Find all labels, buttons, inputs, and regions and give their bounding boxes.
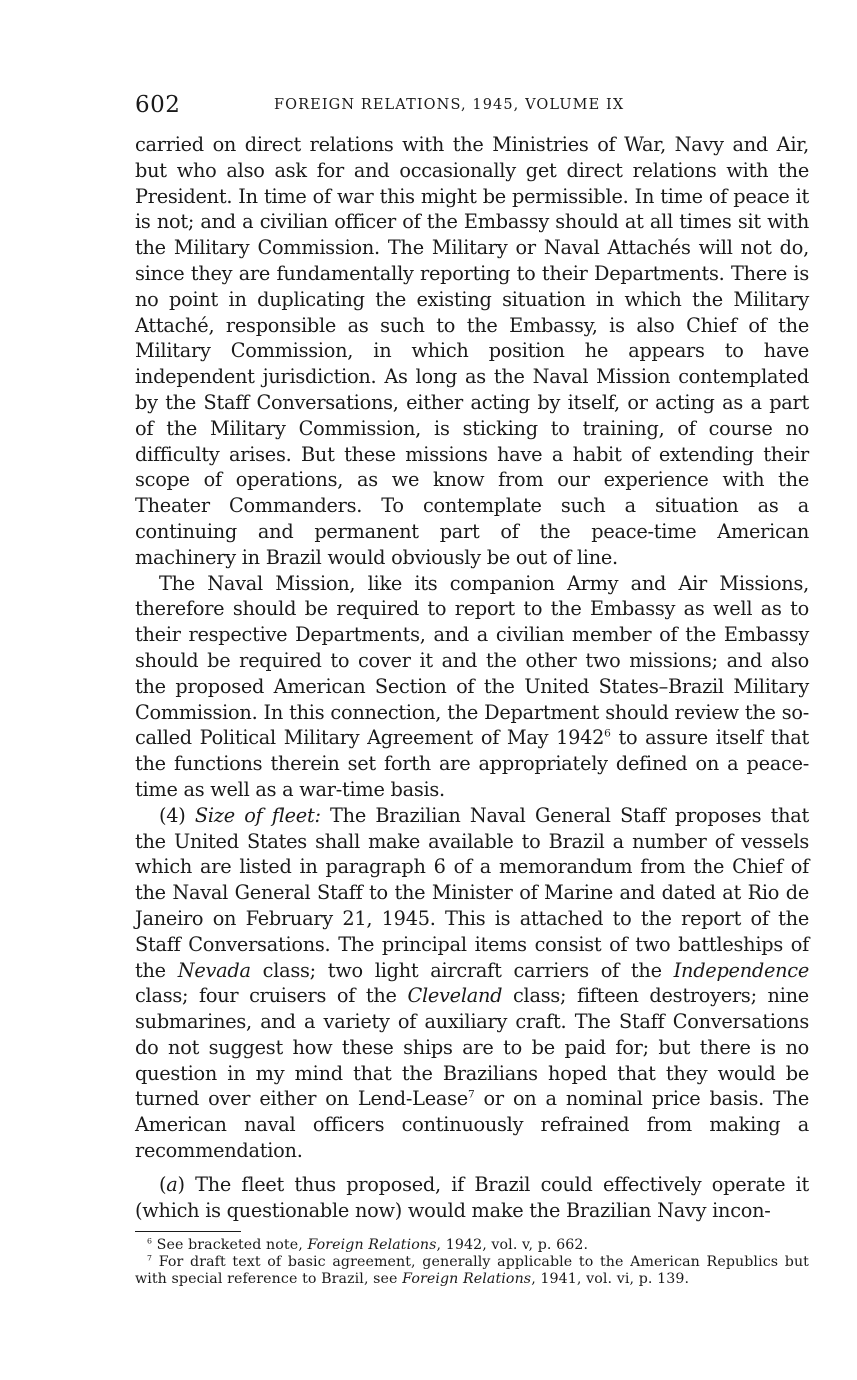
footnote-7: $^7$ For draft text of basic agreement, generally applicable to the American Republics but with special reference to Brazil, see Foreign Relations, 1941, vol. vi, p. 139. bbox=[135, 1253, 809, 1287]
footnote-ref-7: 7 bbox=[467, 1088, 475, 1102]
footnote-ref-6: 6 bbox=[604, 726, 611, 740]
paragraph-size-of-fleet: (4) Size of fleet: The Brazilian Naval General Staff proposes that the United States shall make available to Brazil a number of vessels which are listed in paragraph 6 of a memorandum from the Chief of the Naval General Staff to the Minister of Marine and dated at Rio de Janeiro on February 21, 1945. This is attached to the report of the Staff Conversations. The principal items consist of two battleships of the Nevada class; two light aircraft carriers of the Independence class; four cruisers of the Cleveland class; fifteen destroyers; nine submarines, and a variety of auxiliary craft. The Staff Conversations do not suggest how these ships are to be paid for; but there is no question in my mind that the Brazilians hoped that they would be turned over either on Lend-Lease$^7$ or on a nominal price basis. The American naval officers continuously refrained from making a recommendation. bbox=[135, 803, 809, 1163]
section-heading: Size of fleet: bbox=[194, 803, 321, 827]
footnote-divider bbox=[135, 1231, 241, 1232]
footnote-6: $^6$ See bracketed note, Foreign Relations, 1942, vol. v, p. 662. bbox=[147, 1237, 589, 1254]
page-number: 602 bbox=[135, 92, 181, 118]
paragraph-subpoint-a: (a) The fleet thus proposed, if Brazil could effectively operate it (which is questionable now) would make the Brazilian Navy incon- bbox=[135, 1172, 809, 1222]
running-header bbox=[135, 88, 809, 118]
footnotes bbox=[135, 1237, 809, 1287]
body-text bbox=[135, 132, 809, 1223]
document-page bbox=[135, 88, 809, 1287]
paragraph-continued: carried on direct relations with the Ministries of War, Navy and Air, but who also ask for and occasionally get direct relations with the President. In time of war this might be permissible. In time of peace it is not; and a civilian officer of the Embassy should at all times sit with the Military Commission. The Military or Naval Attachés will not do, since they are fundamentally reporting to their Departments. There is no point in duplicating the existing situation in which the Military Attaché, responsible as such to the Embassy, is also Chief of the Military Commission, in which position he appears to have independent jurisdiction. As long as the Naval Mission contemplated by the Staff Conversations, either acting by itself, or acting as a part of the Military Commission, is sticking to training, of course no difficulty arises. But these missions have a habit of extending their scope of operations, as we know from our experience with the Theater Commanders. To contemplate such a situation as a continuing and permanent part of the peace-time American machinery in Brazil would obviously be out of line. bbox=[135, 133, 809, 569]
paragraph-naval-mission: The Naval Mission, like its companion Army and Air Missions, therefore should be required to report to the Embassy as well as to their respective Departments, and a civilian member of the Embassy should be required to cover it and the other two missions; and also the proposed American Section of the United States–Brazil Military Commission. In this connection, the Department should review the so-called Political Military Agreement of May 1942$^6$ to assure itself that the functions therein set forth are appropriately defined on a peace-time as well as a war-time basis. bbox=[135, 571, 809, 801]
running-title: FOREIGN RELATIONS, 1945, VOLUME IX bbox=[274, 97, 625, 113]
